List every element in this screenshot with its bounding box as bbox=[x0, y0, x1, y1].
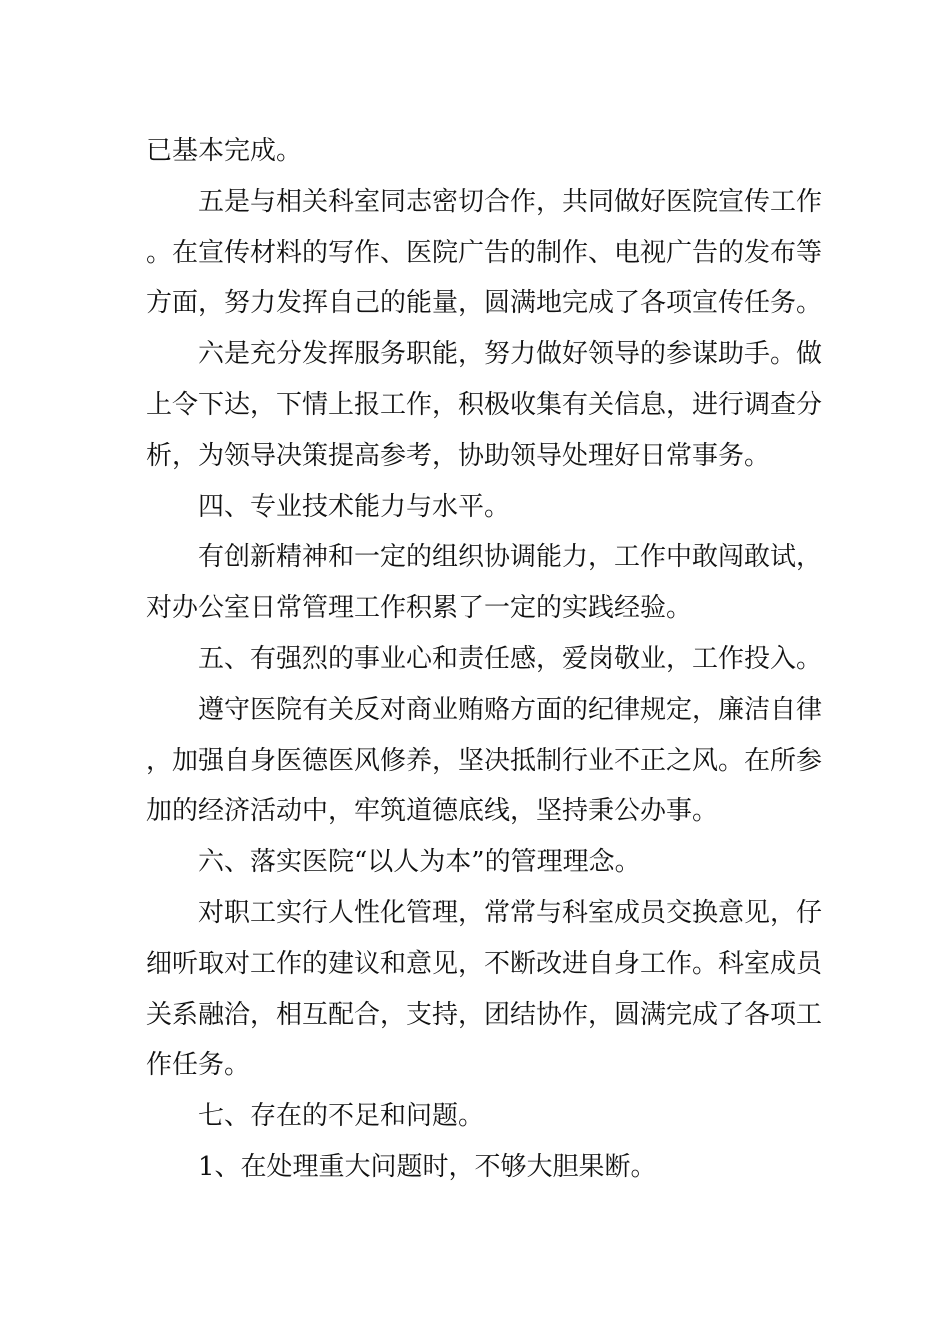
document-body bbox=[146, 126, 826, 1193]
paragraph-7: 遵守医院有关反对商业贿赂方面的纪律规定，廉洁自律，加强自身医德医风修养，坚决抵制行业不正之风。在所参加的经济活动中，牢筑道德底线，坚持秉公办事。 bbox=[146, 694, 823, 827]
paragraph-3: 六是充分发挥服务职能，努力做好领导的参谋助手。做上令下达，下情上报工作，积极收集有关信息，进行调查分析，为领导决策提高参考，协助领导处理好日常事务。 bbox=[146, 339, 823, 471]
section-heading-4: 四、专业技术能力与水平。 bbox=[198, 491, 511, 522]
section-heading-6: 六、落实医院“以人为本”的管理理念。 bbox=[198, 847, 641, 878]
section-heading-7: 七、存在的不足和问题。 bbox=[198, 1101, 485, 1132]
paragraph-5: 有创新精神和一定的组织协调能力，工作中敢闯敢试，对办公室日常管理工作积累了一定的实践经验。 bbox=[146, 542, 823, 624]
paragraph-1: 已基本完成。 bbox=[146, 136, 303, 166]
section-heading-5: 五、有强烈的事业心和责任感，爱岗敬业，工作投入。 bbox=[198, 643, 823, 674]
paragraph-2: 五是与相关科室同志密切合作，共同做好医院宣传工作。在宣传材料的写作、医院广告的制作、电视广告的发布等方面，努力发挥自己的能量，圆满地完成了各项宣传任务。 bbox=[146, 186, 823, 319]
paragraph-9: 对职工实行人性化管理，常常与科室成员交换意见，仔细听取对工作的建议和意见，不断改进自身工作。科室成员关系融洽，相互配合，支持，团结协作，圆满完成了各项工作任务。 bbox=[146, 897, 823, 1081]
list-item-1: 1、在处理重大问题时，不够大胆果断。 bbox=[198, 1151, 657, 1182]
